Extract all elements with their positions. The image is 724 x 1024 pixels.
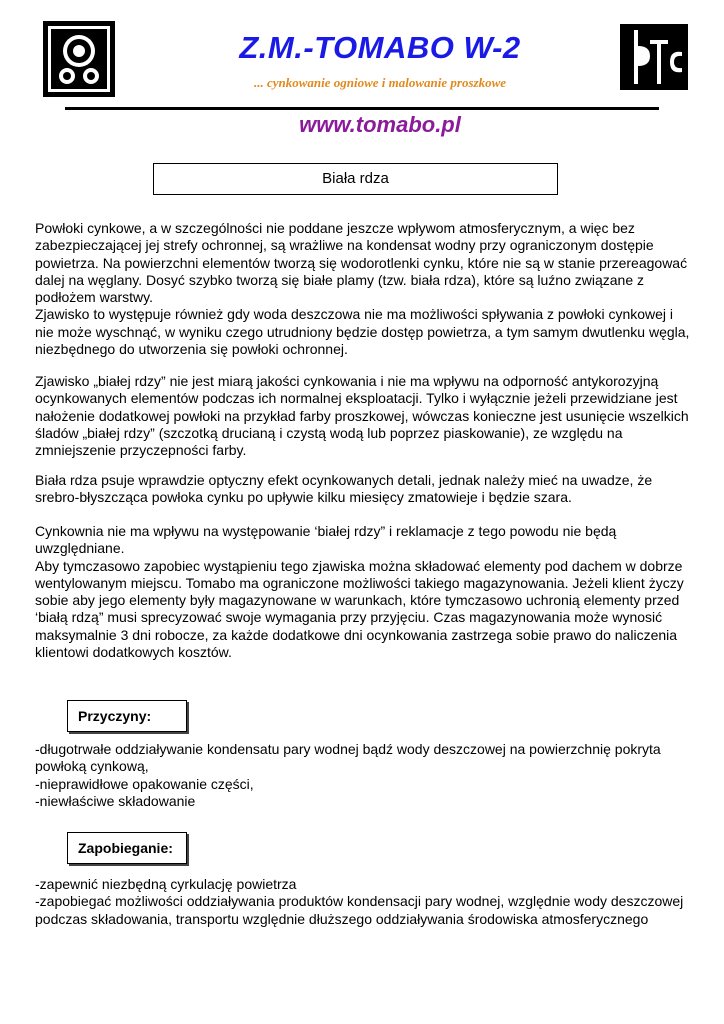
list-item: -zapewnić niezbędną cyrkulację powietrza [35, 876, 297, 892]
company-tagline: ... cynkowanie ogniowe i malowanie proszkowe [253, 75, 507, 90]
prevention-list [35, 876, 695, 928]
company-name: Z.M.-TOMABO W-2 [239, 30, 521, 65]
prevention-heading: Zapobieganie: [67, 832, 187, 864]
website-link[interactable]: www.tomabo.pl [299, 112, 461, 137]
list-item: -niewłaściwe składowanie [35, 792, 196, 809]
paragraph-text: Cynkownia nie ma wpływu na występowanie ‘białej rdzy” i reklamacje z tego powodu nie będą uwzględniane. [35, 523, 617, 557]
header-divider [65, 107, 659, 110]
paragraph-quality [35, 373, 695, 459]
paragraph-intro [35, 220, 695, 358]
certification-logo [620, 24, 688, 90]
paragraph-text: Biała rdza psuje wprawdzie optyczny efekt ocynkowanych detali, jednak należy mieć na uwadze, że srebro-błyszcząca powłoka cynku po upływie kilku miesięcy zmatowieje i będzie szara. [35, 472, 653, 506]
causes-list [35, 741, 695, 810]
paragraph-text: Zjawisko „białej rdzy” nie jest miarą jakości cynkowania i nie ma wpływu na odporność antykorozyjną ocynkowanych elementów podczas ich normalnej eksploatacji. Tylko i wyłącznie jeżeli przewidziane jest nałożenie dodatkowej powłoki na przykład farby proszkowej, wówczas konieczne jest usunięcie wszelkich śladów „białej rdzy” (szczotką drucianą i czystą wodą lub poprzez piaskowanie), ze względu na zmniejszenie przyczepności farby. [35, 373, 689, 459]
ptc-logo-icon [620, 24, 688, 90]
company-logo [43, 21, 115, 97]
paragraph-text: Aby tymczasowo zapobiec wystąpieniu tego zjawiska można składować elementy pod dachem w dobrze wentylowanym miejscu. Tomabo ma ograniczone możliwości takiego magazynowania. Jeżeli klient życzy sobie aby jego elementy były magazynowane w warunkach, które tymczasowo uchronią elementy przed ‘białą rdzą” musi sprecyzować swoje wymagania przy przyjęciu. Czas magazynowania może wynosić maksymalnie 3 dni robocze, za każde dodatkowe dni ocynkowania zastrzega sobie prawo do naliczenia klientowi dodatkowych kosztów. [35, 557, 684, 661]
list-item: -długotrwałe oddziaływanie kondensatu pary wodnej bądź wody deszczowej na powierzchnię pokryta powłoką cynkową, [35, 741, 661, 775]
paragraph-text: Zjawisko to występuje również gdy woda deszczowa nie ma możliwości spływania z powłoki cynkowej i nie może wyschnąć, w wyniku czego utrudniony będzie dostęp powietrza, a tym samym dwutlenku węgla, niezbędnego do utworzenia się powłoki ochronnej. [35, 306, 690, 358]
document-title: Biała rdza [153, 163, 558, 195]
paragraph-appearance [35, 472, 695, 507]
paragraph-text: Powłoki cynkowe, a w szczególności nie poddane jeszcze wpływom atmosferycznym, a więc bez zabezpieczającej jej strefy ochronnej, są wrażliwe na kondensat wodny przy ograniczonym dostępie powietrza. Na powierzchni elementów tworzą się wodorotlenki cynku, które nie są w stanie przereagować dalej na węglany. Dosyć szybko tworzą się białe plamy (tzw. biała rdza), które są luźno związane z podłożem warstwy. [35, 220, 688, 306]
list-item: -nieprawidłowe opakowanie części, [35, 775, 254, 792]
paragraph-warranty [35, 523, 695, 661]
list-item: -zapobiegać możliwości oddziaływania produktów kondensacji pary wodnej, względnie wody deszczowej podczas składowania, transportu względnie dłuższego oddziaływania środowiska atmosferycznego [35, 893, 684, 927]
tomabo-logo-icon [43, 21, 115, 97]
causes-heading: Przyczyny: [67, 700, 187, 732]
